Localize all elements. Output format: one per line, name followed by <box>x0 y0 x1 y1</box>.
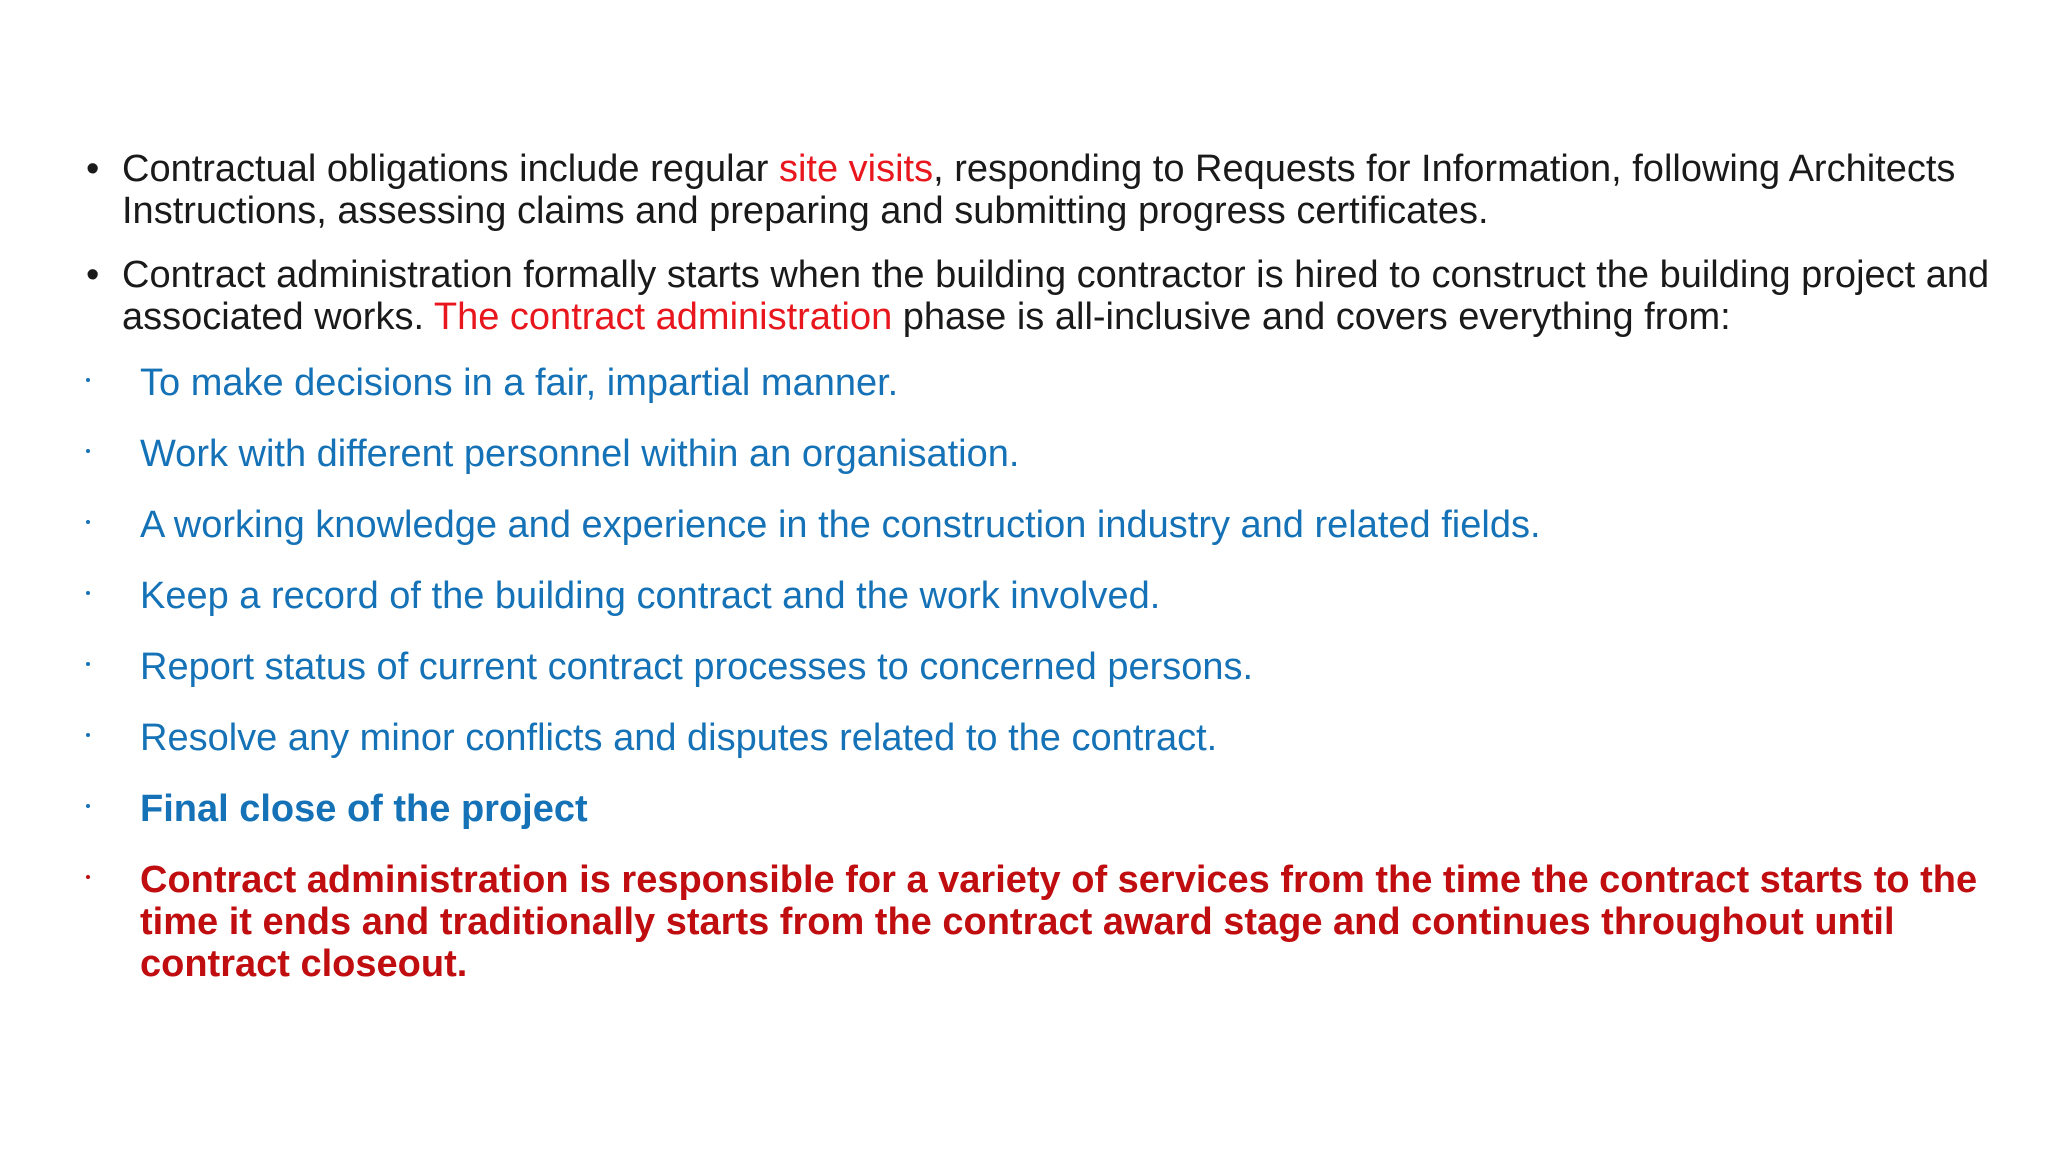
sub-bullet-item <box>86 575 2006 617</box>
sub-bullet-text: Work with different personnel within an organisation. <box>140 433 1020 475</box>
sub-bullet-item <box>86 504 2006 546</box>
sub-bullet-item <box>86 717 2006 759</box>
sub-bullet-item-responsibility <box>86 859 2006 985</box>
dot-bullet-icon <box>86 449 90 453</box>
sub-bullet-text: Final close of the project <box>140 788 588 830</box>
highlight-text: The contract administration <box>433 296 893 338</box>
sub-bullet-item-final-close <box>86 788 2006 830</box>
bullet-text: , responding to Requests for Information, following Architects Instructions, assessing claims and preparing and submitting progress certificates. <box>122 148 1956 232</box>
bullet-text: Contract administration formally starts when the building contractor is hired to construct the building project and associated works. <box>122 254 1990 338</box>
dot-bullet-icon <box>86 662 90 666</box>
sub-bullet-text: To make decisions in a fair, impartial manner. <box>140 362 899 404</box>
sub-bullet-item <box>86 362 2006 404</box>
dot-bullet-icon <box>86 804 90 808</box>
dot-bullet-icon <box>86 378 90 382</box>
sub-bullet-text: Keep a record of the building contract and the work involved. <box>140 575 1161 617</box>
dot-bullet-icon <box>86 591 90 595</box>
main-bullet-administration <box>86 254 2006 338</box>
bullet-text: phase is all-inclusive and covers everything from: <box>892 296 1731 338</box>
sub-bullet-text: Contract administration is responsible for a variety of services from the time the contract starts to the time it ends and traditionally starts from the contract award stage and continues throughout until contract closeout. <box>140 859 1978 985</box>
dot-bullet-icon <box>86 520 90 524</box>
bullet-icon: • <box>86 148 100 190</box>
sub-bullet-text: Report status of current contract processes to concerned persons. <box>140 646 1254 688</box>
sub-bullet-item <box>86 433 2006 475</box>
main-bullet-list <box>86 148 2006 360</box>
sub-bullet-item <box>86 646 2006 688</box>
dot-bullet-icon <box>86 875 90 879</box>
main-bullet-obligations <box>86 148 2006 232</box>
highlight-text: site visits <box>778 148 934 190</box>
sub-bullet-text: Resolve any minor conflicts and disputes related to the contract. <box>140 717 1218 759</box>
bullet-icon: • <box>86 254 100 296</box>
sub-bullet-list <box>86 362 2006 1014</box>
dot-bullet-icon <box>86 733 90 737</box>
sub-bullet-text: A working knowledge and experience in the construction industry and related fields. <box>140 504 1541 546</box>
bullet-text: Contractual obligations include regular <box>122 148 779 190</box>
